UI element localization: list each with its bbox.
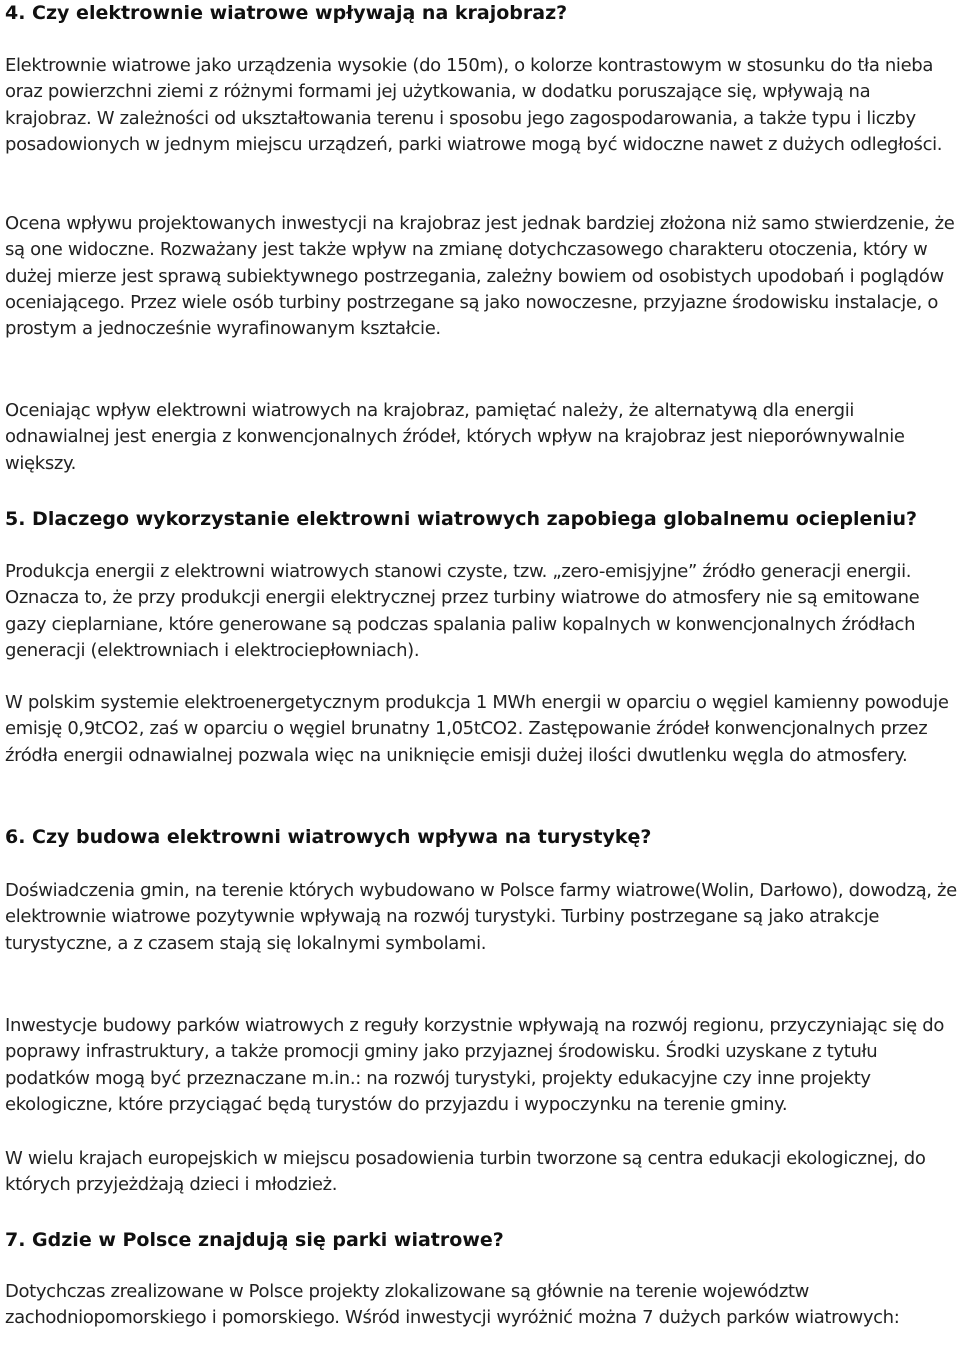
section-6-paragraph-2: Inwestycje budowy parków wiatrowych z reguły korzystnie wpływają na rozwój regionu, przyczyniając się do poprawy infrastruktury, a także promocji gminy jako przyjaznej środowisku. Środki uzyskane z tytułu podatków mogą być przeznaczane m.in.: na rozwój turystyki, projekty edukacyjne czy inne projekty ekologiczne, które przyciągać będą turystów do przyjazdu i wypoczynku na terenie gminy. xyxy=(5,1015,945,1115)
section-6-paragraph-1: Doświadczenia gmin, na terenie których wybudowano w Polsce farmy wiatrowe(Wolin, Darłowo), dowodzą, że elektrownie wiatrowe pozytywnie wpływają na rozwój turystyki. Turbiny postrzegane są jako atrakcje turystyczne, a z czasem stają się lokalnymi symbolami. xyxy=(5,880,957,954)
section-6-heading: 6. Czy budowa elektrowni wiatrowych wpływa na turystykę? xyxy=(5,826,652,848)
section-5-paragraph-2: W polskim systemie elektroenergetycznym produkcja 1 MWh energii w oparciu o węgiel kamienny powoduje emisję 0,9tCO2, zaś w oparciu o węgiel brunatny 1,05tCO2. Zastępowanie źródeł konwencjonalnych przez źródła energii odnawialnej pozwala więc na uniknięcie emisji dużej ilości dwutlenku węgla do atmosfery. xyxy=(5,692,949,766)
section-4-heading: 4. Czy elektrownie wiatrowe wpływają na krajobraz? xyxy=(5,2,568,24)
section-4-paragraph-1: Elektrownie wiatrowe jako urządzenia wysokie (do 150m), o kolorze kontrastowym w stosunku do tła nieba oraz powierzchni ziemi z różnymi formami jej użytkowania, w dodatku poruszające się, wpływają na krajobraz. W zależności od ukształtowania terenu i sposobu jego zagospodarowania, a także typu i liczby posadowionych w jednym miejscu urządzeń, parki wiatrowe mogą być widoczne nawet z dużych odległości. xyxy=(5,55,943,155)
section-7-paragraph-1: Dotychczas zrealizowane w Polsce projekty zlokalizowane są głównie na terenie województw zachodniopomorskiego i pomorskiego. Wśród inwestycji wyróżnić można 7 dużych parków wiatrowych: xyxy=(5,1281,900,1329)
section-7-heading: 7. Gdzie w Polsce znajdują się parki wiatrowe? xyxy=(5,1229,504,1251)
section-4-paragraph-2: Ocena wpływu projektowanych inwestycji na krajobraz jest jednak bardziej złożona niż samo stwierdzenie, że są one widoczne. Rozważany jest także wpływ na zmianę dotychczasowego charakteru otoczenia, który w dużej mierze jest sprawą subiektywnego postrzegania, zależny bowiem od osobistych upodobań i poglądów oceniającego. Przez wiele osób turbiny postrzegane są jako nowoczesne, przyjazne środowisku instalacje, o prostym a jednocześnie wyrafinowanym kształcie. xyxy=(5,213,955,340)
section-4-paragraph-3: Oceniając wpływ elektrowni wiatrowych na krajobraz, pamiętać należy, że alternatywą dla energii odnawialnej jest energia z konwencjonalnych źródeł, których wpływ na krajobraz jest nieporównywalnie większy. xyxy=(5,400,905,474)
section-6-paragraph-3: W wielu krajach europejskich w miejscu posadowienia turbin tworzone są centra edukacji ekologicznej, do których przyjeżdżają dzieci i młodzież. xyxy=(5,1148,926,1196)
section-5-heading: 5. Dlaczego wykorzystanie elektrowni wiatrowych zapobiega globalnemu ociepleniu? xyxy=(5,508,918,530)
section-5-paragraph-1: Produkcja energii z elektrowni wiatrowych stanowi czyste, tzw. „zero-emisjyjne” źródło generacji energii. Oznacza to, że przy produkcji energii elektrycznej przez turbiny wiatrowe do atmosfery nie są emitowane gazy cieplarniane, które generowane są podczas spalania paliw kopalnych w konwencjonalnych źródłach generacji (elektrowniach i elektrociepłowniach). xyxy=(5,561,920,661)
